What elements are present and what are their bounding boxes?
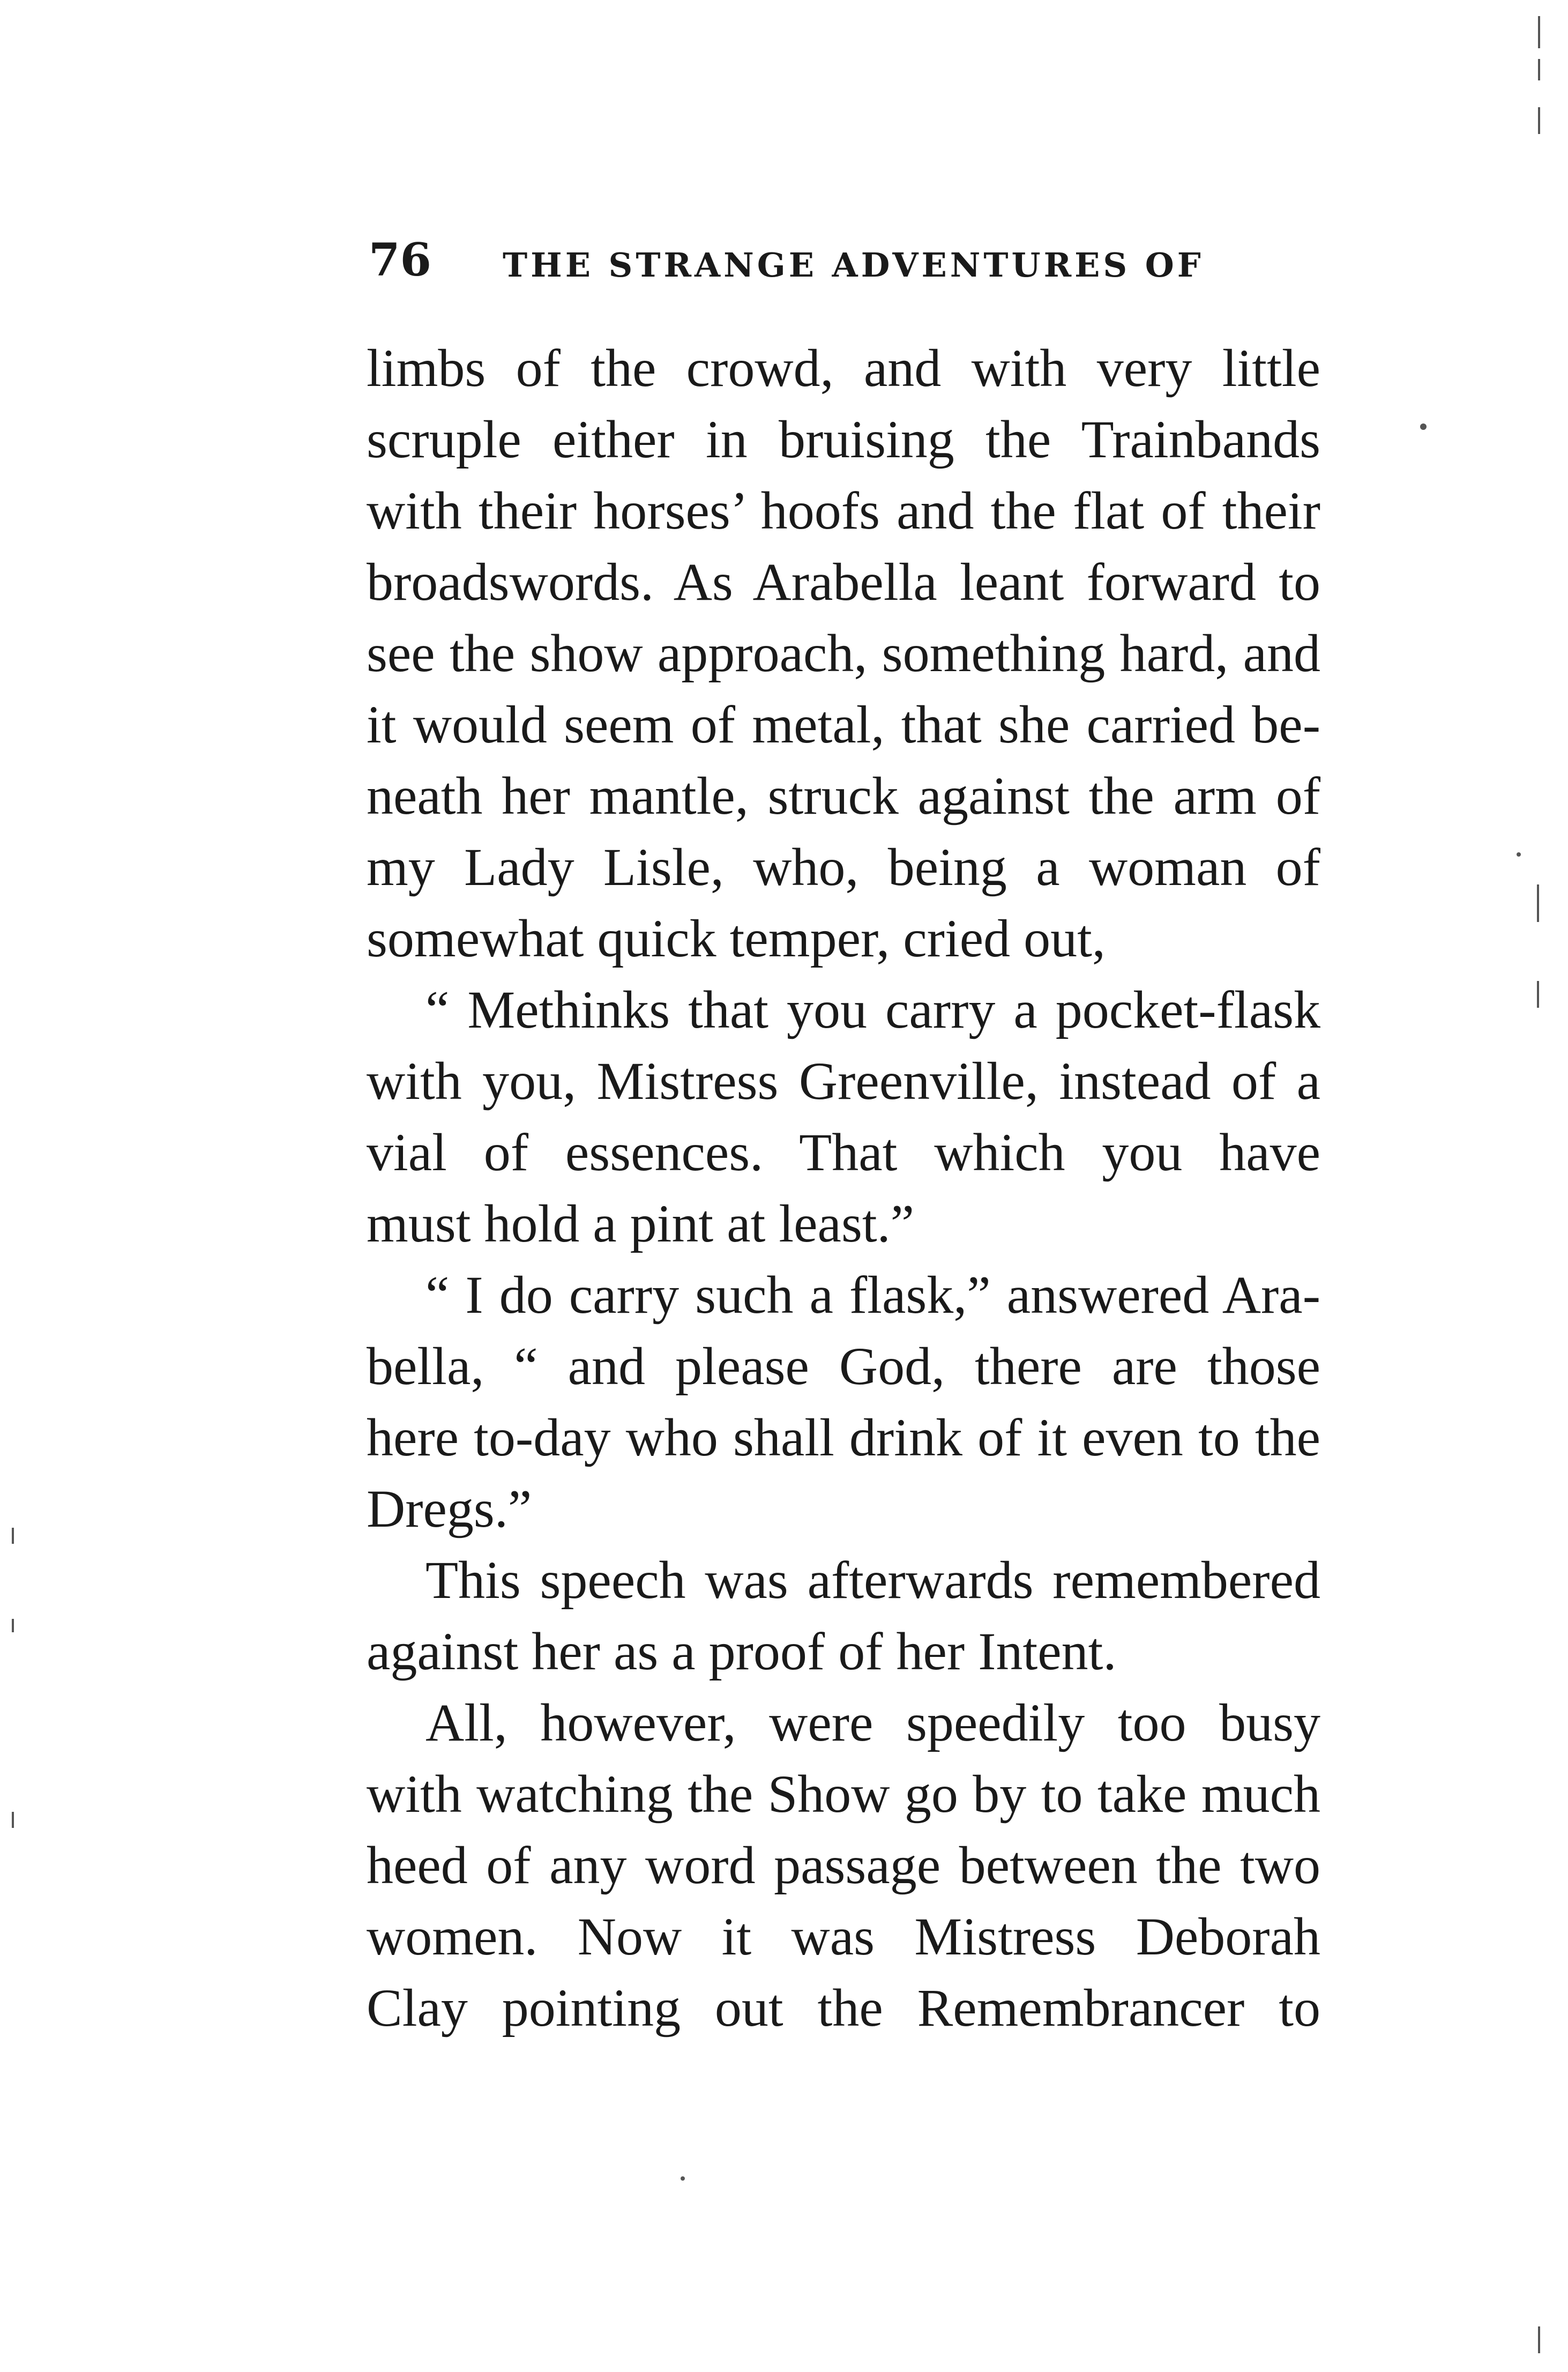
running-title: THE STRANGE ADVENTURES OF (503, 246, 1204, 285)
text-line: it would seem of metal, that she carried be- (367, 695, 1320, 754)
text-line: This speech was afterwards remembered (425, 1550, 1320, 1610)
scan-speck (681, 2176, 685, 2181)
text-line: Clay pointing out the Remembrancer to (367, 1978, 1320, 2038)
text-line: neath her mantle, struck against the arm of (367, 766, 1320, 826)
scan-speck (12, 1619, 14, 1632)
text-line: “ Methinks that you carry a pocket-flask (425, 980, 1320, 1039)
text-line: with their horses’ hoofs and the flat of their (367, 481, 1320, 540)
scan-speck (1420, 423, 1427, 430)
text-line: All, however, were speedily too busy (425, 1693, 1320, 1752)
text-line: my Lady Lisle, who, being a woman of (367, 837, 1320, 897)
text-line: see the show approach, something hard, and (367, 623, 1320, 683)
scan-speck (12, 1528, 14, 1544)
text-line: vial of essences. That which you have (367, 1122, 1320, 1182)
scan-speck (12, 1812, 14, 1828)
text-line: must hold a pint at least.” (367, 1194, 915, 1253)
text-line: Dregs.” (367, 1479, 532, 1538)
text-line: limbs of the crowd, and with very little (367, 338, 1320, 398)
text-line: women. Now it was Mistress Deborah (367, 1907, 1320, 1966)
scan-speck (1537, 884, 1539, 922)
text-line: scruple either in bruising the Trainbands (367, 410, 1320, 469)
text-line: bella, “ and please God, there are those (367, 1336, 1320, 1396)
scan-speck (1537, 981, 1539, 1008)
page-number: 76 (369, 233, 431, 286)
scan-speck (1538, 2326, 1540, 2353)
text-line: with you, Mistress Greenville, instead of a (367, 1051, 1320, 1111)
body-text (367, 332, 1320, 2043)
text-line: here to-day who shall drink of it even to the (367, 1408, 1320, 1467)
text-line: somewhat quick temper, cried out, (367, 909, 1106, 968)
text-line: with watching the Show go by to take much (367, 1764, 1320, 1824)
scan-speck (1538, 107, 1540, 134)
scan-speck (1538, 16, 1540, 48)
text-line: “ I do carry such a flask,” answered Ara- (425, 1265, 1320, 1325)
text-line: broadswords. As Arabella leant forward to (367, 552, 1320, 612)
scan-speck (1517, 852, 1521, 857)
scan-speck (1538, 59, 1540, 80)
running-head (369, 230, 1323, 289)
text-line: against her as a proof of her Intent. (367, 1622, 1117, 1681)
text-line: heed of any word passage between the two (367, 1835, 1320, 1895)
